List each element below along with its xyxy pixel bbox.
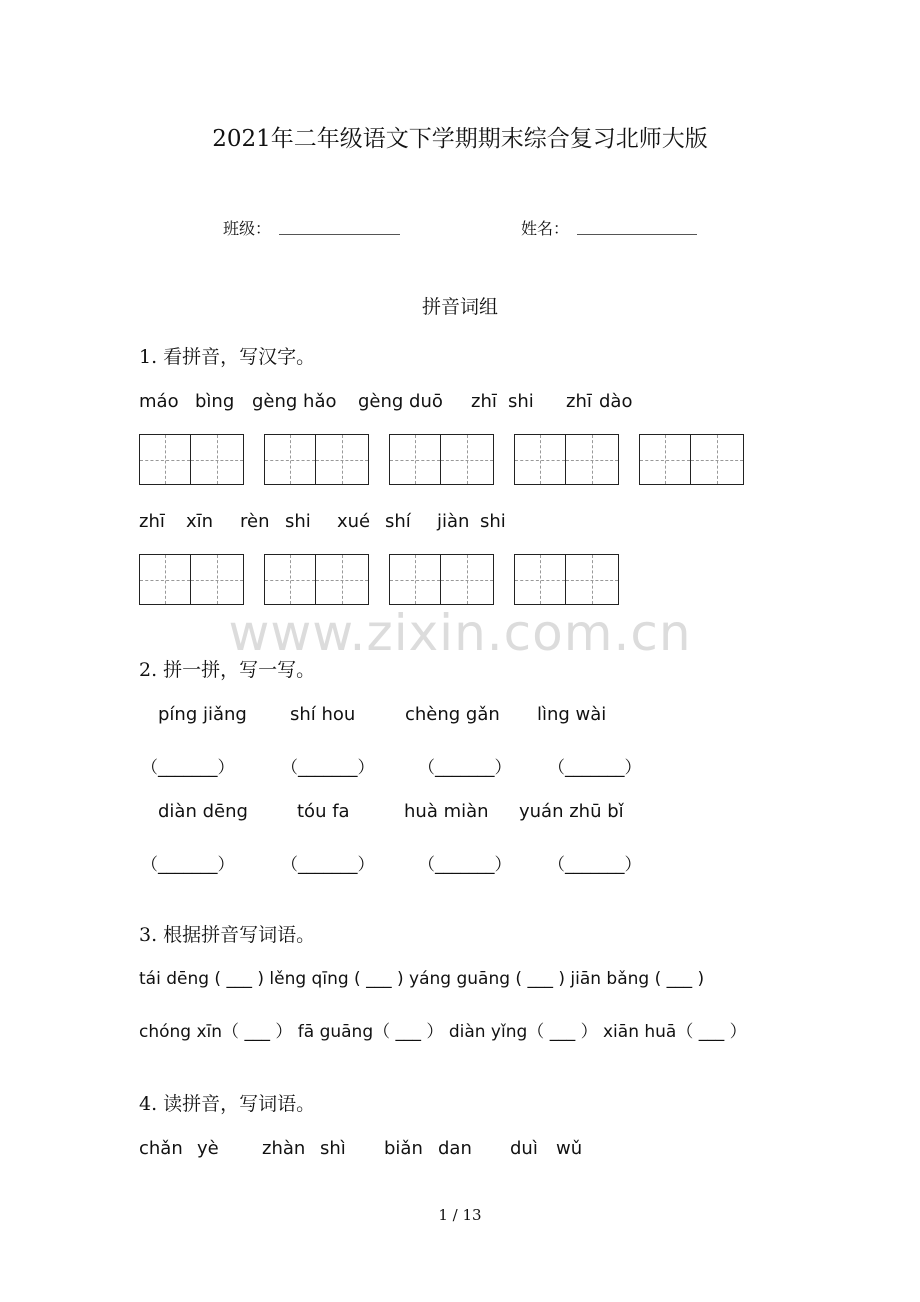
q2-pinyin: yuán zhū bǐ	[519, 801, 624, 822]
name-blank-line	[577, 234, 697, 235]
page-number: 1 / 13	[438, 1206, 482, 1224]
writing-grid[interactable]	[514, 434, 619, 485]
writing-grid[interactable]	[639, 434, 744, 485]
answer-blank[interactable]: （_______）	[141, 855, 235, 875]
q4-pinyin: wǔ	[556, 1138, 583, 1159]
writing-grid[interactable]	[139, 434, 244, 485]
q2-pinyin: diàn dēng	[158, 801, 248, 822]
q1-pinyin: bìng	[195, 391, 235, 412]
q2-pinyin: huà miàn	[404, 801, 489, 822]
q4-pinyin: yè	[197, 1138, 219, 1159]
q1-pinyin: dào	[599, 391, 633, 412]
q1-pinyin: máo	[139, 391, 179, 412]
page-title: 2021年二年级语文下学期期末综合复习北师大版	[212, 126, 708, 152]
q4-pinyin: duì	[510, 1138, 538, 1159]
q1-pinyin: xīn	[186, 511, 214, 532]
q4-pinyin: zhàn	[262, 1138, 306, 1159]
writing-grid[interactable]	[264, 434, 369, 485]
question-4-heading: 4. 读拼音，写词语。	[139, 1093, 316, 1115]
q1-pinyin: shí	[385, 511, 411, 532]
q1-pinyin: zhī	[471, 391, 497, 412]
q4-pinyin: shì	[320, 1138, 346, 1159]
q2-pinyin: lìng wài	[537, 704, 607, 725]
q1-pinyin: jiàn	[437, 511, 470, 532]
q3-line-1: tái dēng ( ___ ) lěng qīng ( ___ ) yáng guāng ( ___ ) jiān bǎng ( ___ )	[139, 969, 705, 989]
q2-pinyin: píng jiǎng	[158, 704, 247, 725]
q2-pinyin: shí hou	[290, 704, 356, 725]
q1-pinyin: gèng hǎo	[252, 391, 337, 412]
question-3-heading: 3. 根据拼音写词语。	[139, 924, 316, 946]
answer-blank[interactable]: （_______）	[548, 758, 642, 778]
name-label: 姓名：	[521, 219, 570, 238]
writing-grid[interactable]	[389, 434, 494, 485]
class-label: 班级：	[223, 219, 272, 238]
watermark: www.zixin.com.cn	[228, 604, 692, 662]
section-title: 拼音词组	[421, 296, 498, 318]
writing-grid[interactable]	[139, 554, 244, 605]
q1-pinyin: gèng duō	[358, 391, 443, 412]
writing-grid[interactable]	[264, 554, 369, 605]
q4-pinyin: biǎn	[384, 1138, 423, 1159]
q2-pinyin: tóu fa	[297, 801, 350, 822]
q4-pinyin: chǎn	[139, 1138, 183, 1159]
q1-pinyin: zhī	[566, 391, 592, 412]
q4-pinyin: dan	[438, 1138, 472, 1159]
answer-blank[interactable]: （_______）	[548, 855, 642, 875]
answer-blank[interactable]: （_______）	[281, 855, 375, 875]
q3-line-2: chóng xīn（ ___ ） fā guāng（ ___ ） diàn yǐng（ ___ ） xiān huā（ ___ ）	[139, 1022, 747, 1042]
answer-blank[interactable]: （_______）	[418, 855, 512, 875]
writing-grid[interactable]	[514, 554, 619, 605]
q1-pinyin: xué	[337, 511, 371, 532]
class-blank-line	[279, 234, 400, 235]
q1-pinyin: shi	[285, 511, 311, 532]
q1-pinyin: shi	[480, 511, 506, 532]
answer-blank[interactable]: （_______）	[281, 758, 375, 778]
answer-blank[interactable]: （_______）	[141, 758, 235, 778]
q2-pinyin: chèng gǎn	[405, 704, 500, 725]
q1-pinyin: shi	[508, 391, 534, 412]
question-2-heading: 2. 拼一拼，写一写。	[139, 659, 316, 681]
q1-pinyin: zhī	[139, 511, 165, 532]
q1-pinyin: rèn	[240, 511, 270, 532]
writing-grid[interactable]	[389, 554, 494, 605]
question-1-heading: 1. 看拼音，写汉字。	[139, 346, 316, 368]
answer-blank[interactable]: （_______）	[418, 758, 512, 778]
